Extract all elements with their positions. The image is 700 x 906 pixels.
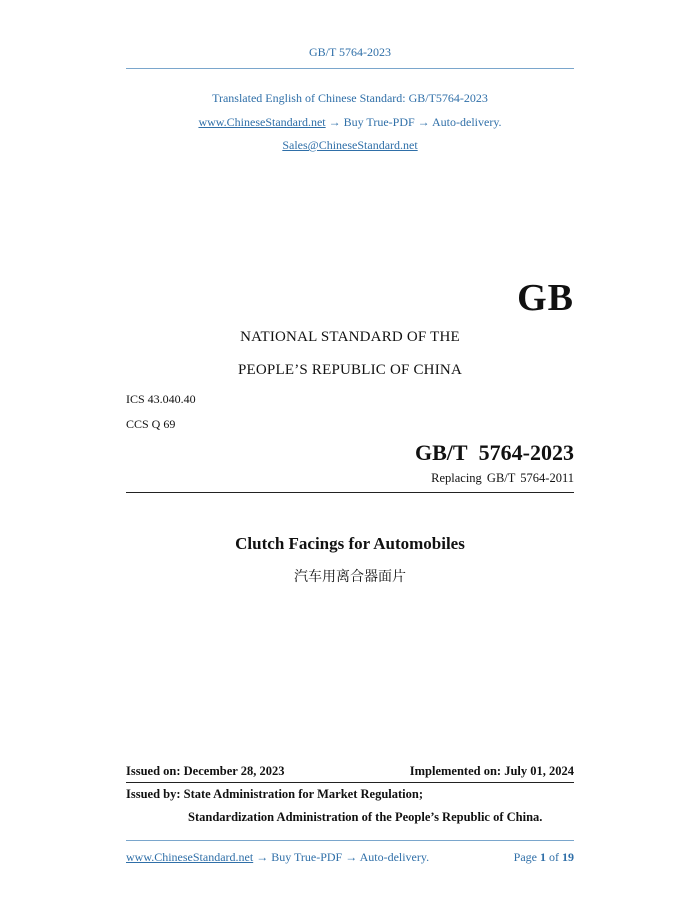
issued-by-line2: Standardization Administration of the People’s Republic of China. (188, 810, 543, 824)
translation-notice: Translated English of Chinese Standard: GB/T5764-2023 (212, 91, 488, 105)
national-standard-line2: PEOPLE’S REPUBLIC OF CHINA (238, 362, 462, 378)
email-link[interactable]: Sales@ChineseStandard.net (282, 138, 418, 152)
issue-divider (126, 782, 574, 783)
page-indicator (514, 850, 574, 865)
footer-divider (126, 840, 574, 841)
page-number: 1 (540, 850, 546, 864)
gb-logo: GB (517, 277, 574, 319)
ccs-code: CCS Q 69 (126, 417, 176, 431)
footer-website-link[interactable]: www.ChineseStandard.net (126, 850, 254, 864)
ics-code: ICS 43.040.40 (126, 392, 196, 406)
page-total: 19 (562, 850, 574, 864)
implemented-on-date: Implemented on: July 01, 2024 (409, 764, 574, 778)
purchase-notice (0, 115, 700, 130)
national-standard-line1: NATIONAL STANDARD OF THE (240, 329, 460, 345)
website-link[interactable]: www.ChineseStandard.net (198, 115, 326, 129)
header-standard-code: GB/T 5764-2023 (308, 45, 392, 59)
page-label: Page (513, 850, 537, 864)
footer-purchase-text: → Buy True-PDF → Auto-delivery. (253, 850, 430, 864)
email-line (0, 138, 700, 153)
replacing-standard: Replacing GB/T 5764-2011 (431, 471, 574, 485)
header-divider (126, 68, 574, 69)
of-label: of (549, 850, 559, 864)
document-title-chinese: 汽车用离合器面片 (294, 569, 406, 585)
footer-purchase-line (126, 850, 429, 865)
issued-on-date: Issued on: December 28, 2023 (126, 764, 285, 778)
purchase-notice-text: → Buy True-PDF → Auto-delivery. (325, 115, 502, 129)
document-title-english: Clutch Facings for Automobiles (235, 534, 465, 553)
issued-by-line1: Issued by: State Administration for Market Regulation; (126, 787, 423, 801)
standard-number: GB/T 5764-2023 (414, 440, 574, 465)
title-divider (126, 492, 574, 493)
